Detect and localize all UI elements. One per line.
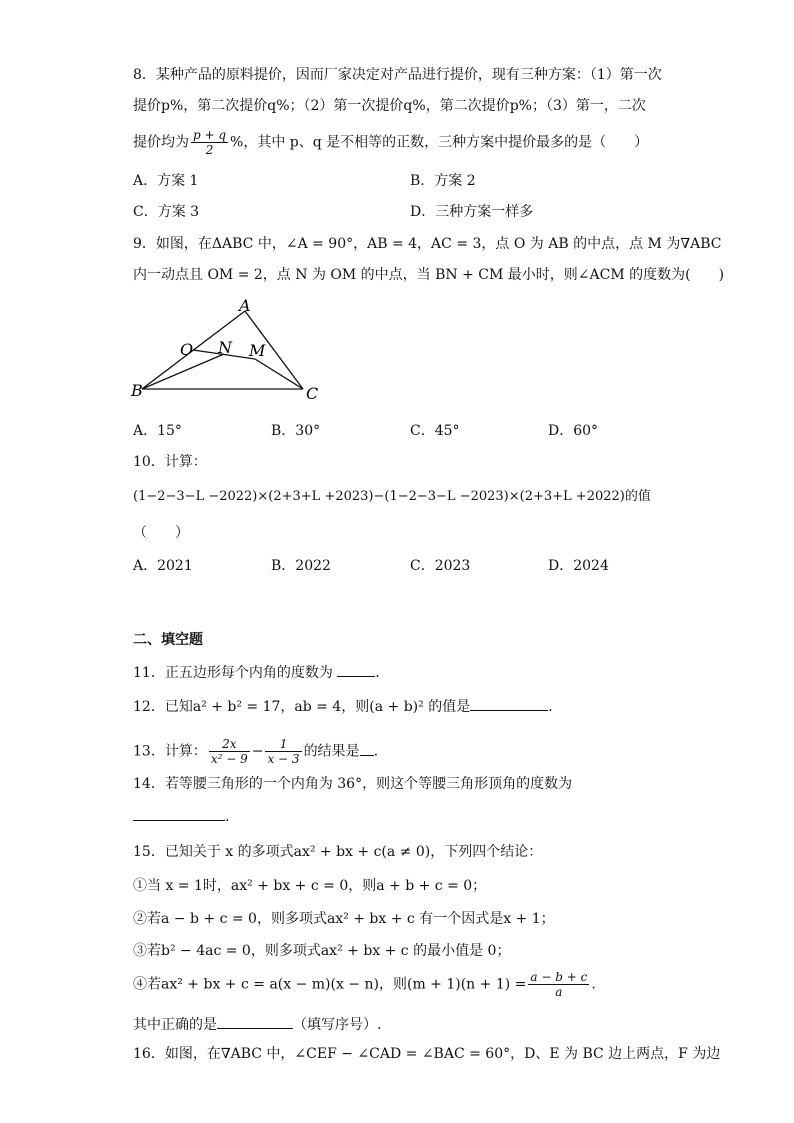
q13-f1-den: x² − 9	[210, 752, 248, 766]
q13-pre: 13．计算：	[133, 743, 207, 760]
q12-answer-blank[interactable]	[470, 696, 548, 711]
q8-frac-den: 2	[205, 143, 214, 157]
q12-text: 12．已知a² + b² = 17，ab = 4，则(a + b)² 的值是	[133, 699, 471, 715]
q9-option-a[interactable]: A．15°	[133, 423, 182, 439]
q10-option-d[interactable]: D．2024	[548, 558, 609, 574]
q15-conclusion-1: ①当 x = 1时，ax² + bx + c = 0，则a + b + c = 0；	[133, 878, 487, 894]
segment-bn	[142, 354, 224, 389]
section-title-fill-in: 二、填空题	[133, 632, 203, 648]
label-m: M	[249, 341, 266, 360]
label-o: O	[180, 340, 194, 359]
q8-line3-pre: 提价均为	[133, 134, 189, 151]
q15-answer-blank[interactable]	[217, 1014, 293, 1029]
q13-f1-num: 2x	[209, 737, 250, 752]
q15-conclusion-3: ③若b² − 4ac = 0，则多项式ax² + bx + c 的最小值是 0；	[133, 943, 511, 959]
q9-option-c[interactable]: C．45°	[410, 423, 460, 439]
q15-c4-num: a − b + c	[530, 970, 588, 984]
q13-minus: −	[251, 743, 264, 760]
q15-answer-line	[133, 1014, 381, 1034]
q13-f2-num: 1	[265, 737, 301, 752]
q10-line1: 10．计算：	[133, 454, 207, 470]
q10-option-b[interactable]: B．2022	[271, 558, 331, 574]
q15-ans-post: （填写序号）.	[293, 1017, 382, 1033]
q10-expression: (1−2−3−L −2022)×(2+3+L +2023)−(1−2−3−L −2023)×(2+3+L +2022)的值	[133, 489, 651, 504]
q12-end: .	[548, 699, 553, 715]
q13-answer-blank[interactable]	[360, 741, 374, 756]
q13-f2-den: x − 3	[267, 752, 300, 766]
q9-triangle-figure	[125, 295, 335, 407]
q15-conclusion-4	[133, 970, 596, 999]
q10-option-c[interactable]: C．2023	[410, 558, 471, 574]
label-b: B	[131, 381, 143, 400]
q14-answer-blank[interactable]	[133, 806, 225, 821]
q11-line	[133, 662, 380, 682]
q15-ans-pre: 其中正确的是	[133, 1017, 217, 1033]
q14-line2	[133, 806, 229, 826]
q8-option-d[interactable]: D．三种方案一样多	[410, 204, 534, 220]
q13-line	[133, 737, 378, 766]
q12-line	[133, 696, 553, 716]
q8-option-c[interactable]: C．方案 3	[133, 204, 200, 220]
q11-text: 11．正五边形每个内角的度数为	[133, 665, 338, 681]
q8-option-b[interactable]: B．方案 2	[410, 173, 476, 189]
q8-option-a[interactable]: A．方案 1	[133, 173, 199, 189]
q15-c4-fraction	[528, 970, 589, 999]
q14-line1: 14．若等腰三角形的一个内角为 36°，则这个等腰三角形顶角的度数为	[133, 776, 573, 792]
q8-fraction	[191, 128, 228, 157]
q11-end: .	[375, 665, 380, 681]
q9-option-d[interactable]: D．60°	[548, 423, 599, 439]
q14-end: .	[225, 809, 230, 825]
q13-post: 的结果是	[303, 743, 360, 760]
q10-paren: （ ）	[133, 525, 189, 541]
q15-line1: 15．已知关于 x 的多项式ax² + bx + c(a ≠ 0)，下列四个结论：	[133, 844, 543, 860]
q8-line3	[133, 128, 648, 157]
q13-end: .	[373, 743, 379, 760]
q9-option-b[interactable]: B．30°	[271, 423, 321, 439]
label-n: N	[218, 338, 232, 357]
q9-line1: 9．如图，在ΔABC 中，∠A = 90°，AB = 4，AC = 3，点 O 为 AB 的中点，点 M 为∇ABC	[133, 236, 722, 252]
q8-line1: 8．某种产品的原料提价，因而厂家决定对产品进行提价，现有三种方案：（1）第一次	[133, 67, 662, 83]
q8-line2: 提价p%，第二次提价q%；（2）第一次提价q%，第二次提价p%；（3）第一，二次	[133, 98, 646, 114]
q8-line3-post: %，其中 p、q 是不相等的正数，三种方案中提价最多的是（ ）	[230, 134, 649, 151]
label-a: A	[239, 296, 251, 315]
q11-answer-blank[interactable]	[337, 662, 375, 677]
q13-fraction-2	[265, 737, 301, 766]
q15-c4-end: .	[591, 976, 596, 993]
q15-c4-pre: ④若ax² + bx + c = a(x − m)(x − n)，则(m + 1)(n + 1) =	[133, 976, 527, 993]
q15-c4-den: a	[555, 985, 563, 999]
segment-mc	[255, 359, 303, 389]
q16-line1: 16．如图，在∇ABC 中，∠CEF − ∠CAD = ∠BAC = 60°，D、E 为 BC 边上两点，F 为边	[133, 1046, 721, 1062]
label-c: C	[306, 384, 319, 403]
q9-line2: 内一动点且 OM = 2，点 N 为 OM 的中点，当 BN + CM 最小时，则∠ACM 的度数为( )	[133, 267, 725, 283]
q15-conclusion-2: ②若a − b + c = 0，则多项式ax² + bx + c 有一个因式是x + 1；	[133, 911, 555, 927]
q8-frac-num: p + q	[193, 128, 227, 142]
q13-fraction-1	[209, 737, 250, 766]
q10-option-a[interactable]: A．2021	[133, 558, 193, 574]
